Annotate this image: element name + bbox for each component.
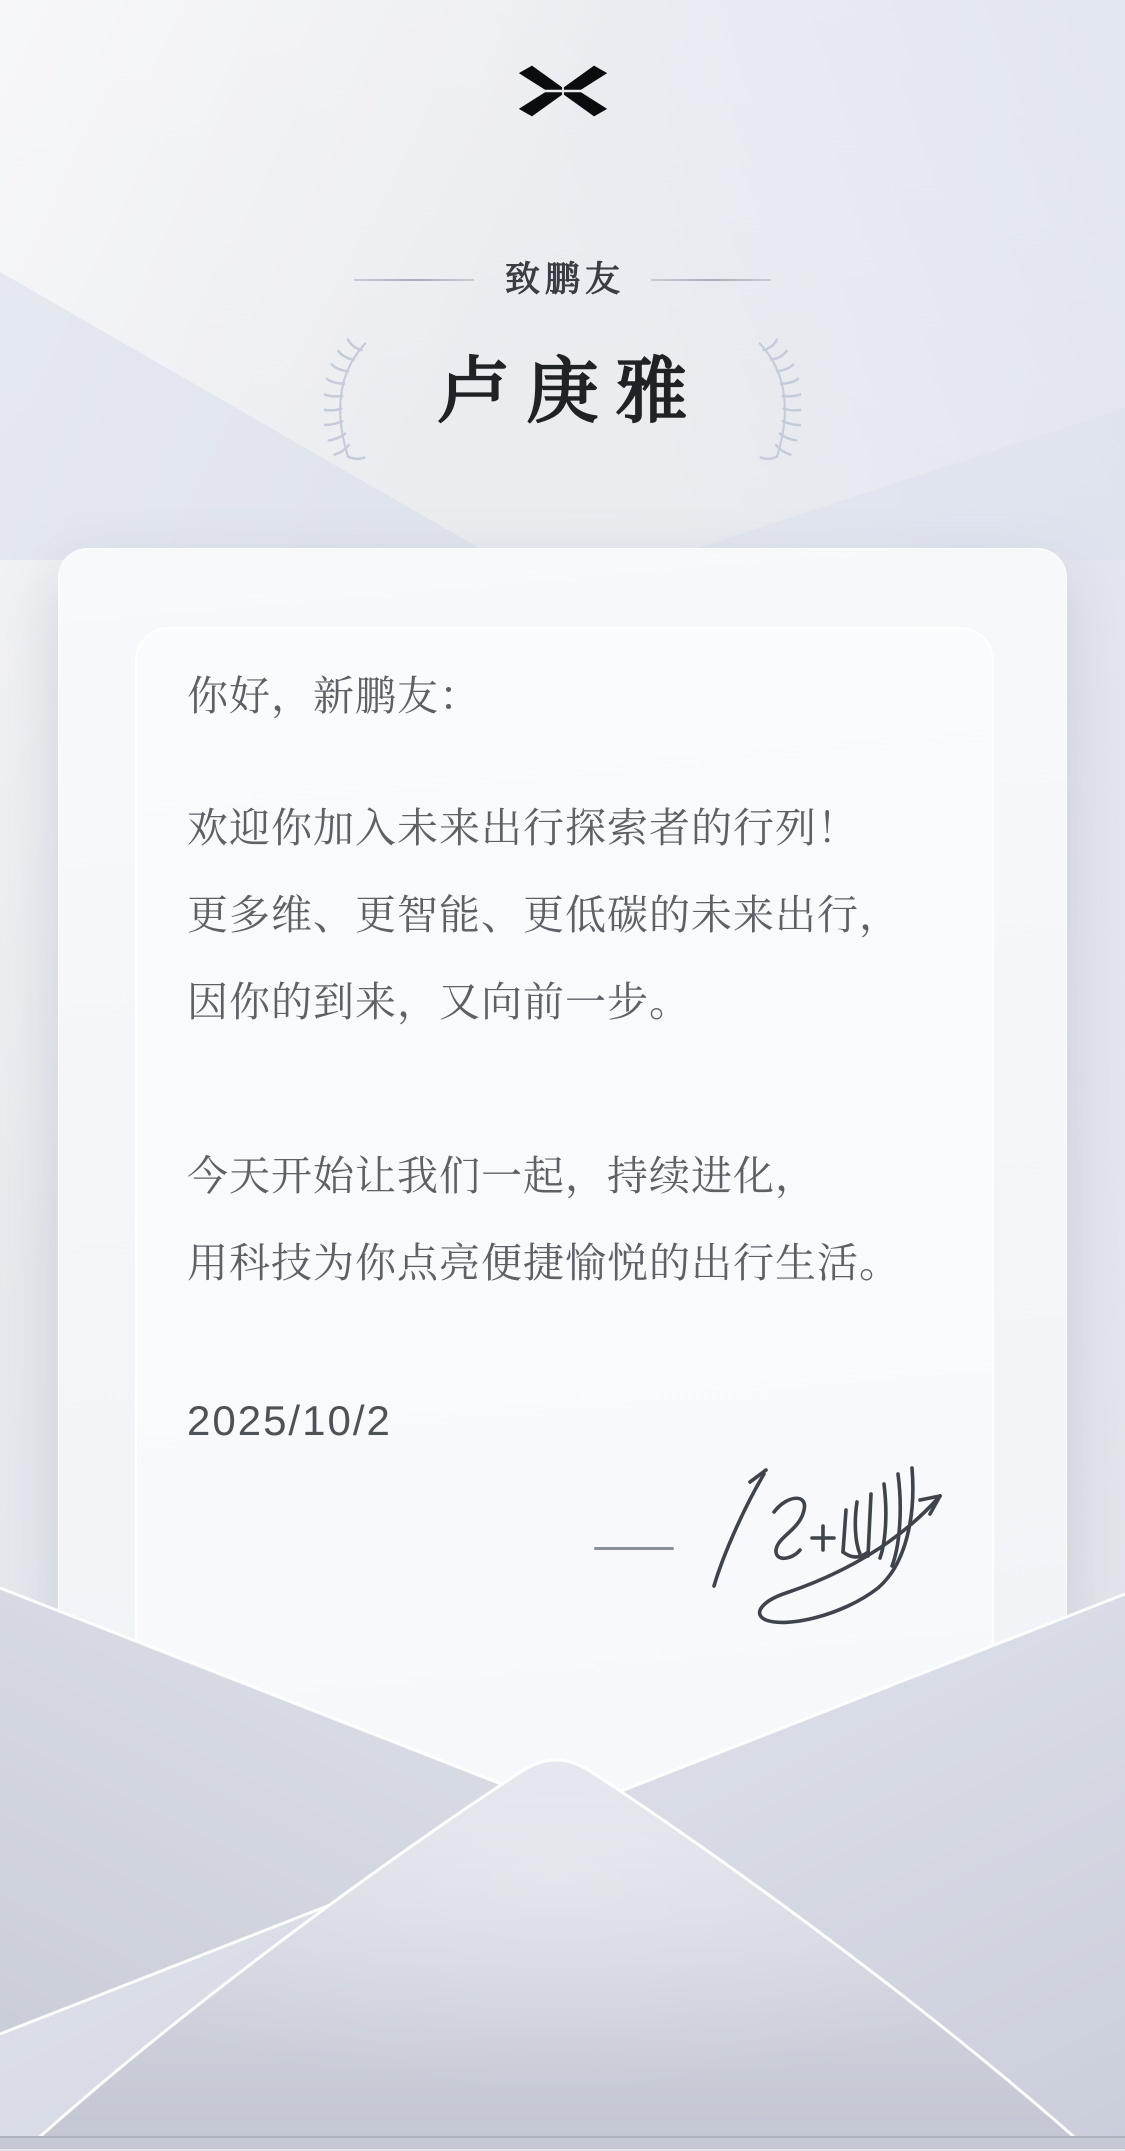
letter-paragraph2-line1: 今天开始让我们一起，持续进化，	[187, 1153, 817, 1199]
recipient-row	[0, 322, 1125, 462]
letter-paragraph1-line3: 因你的到来，又向前一步。	[187, 979, 691, 1025]
xpeng-logo	[516, 64, 610, 118]
heading-label: 致鹏友	[504, 260, 625, 299]
letter-date: 2025/10/2	[187, 1397, 392, 1444]
letter-heading	[0, 262, 1125, 297]
signature-dash	[594, 1547, 674, 1550]
heading-divider-right	[651, 279, 771, 281]
envelope-bottom	[0, 1560, 1125, 2151]
letter-greeting: 你好，新鹏友：	[187, 673, 481, 719]
envelope-bottom-edge	[0, 2137, 1125, 2151]
letter-paragraph1-line2: 更多维、更智能、更低碳的未来出行，	[187, 892, 901, 938]
heading-divider-left	[354, 279, 474, 281]
letter-paragraph1-line1: 欢迎你加入未来出行探索者的行列！	[187, 805, 859, 851]
laurel-branch-left-icon	[324, 337, 372, 463]
recipient-name: 卢庚雅	[437, 352, 705, 432]
letter-paragraph2-line2: 用科技为你点亮便捷愉悦的出行生活。	[187, 1240, 901, 1286]
laurel-branch-right-icon	[753, 337, 801, 463]
